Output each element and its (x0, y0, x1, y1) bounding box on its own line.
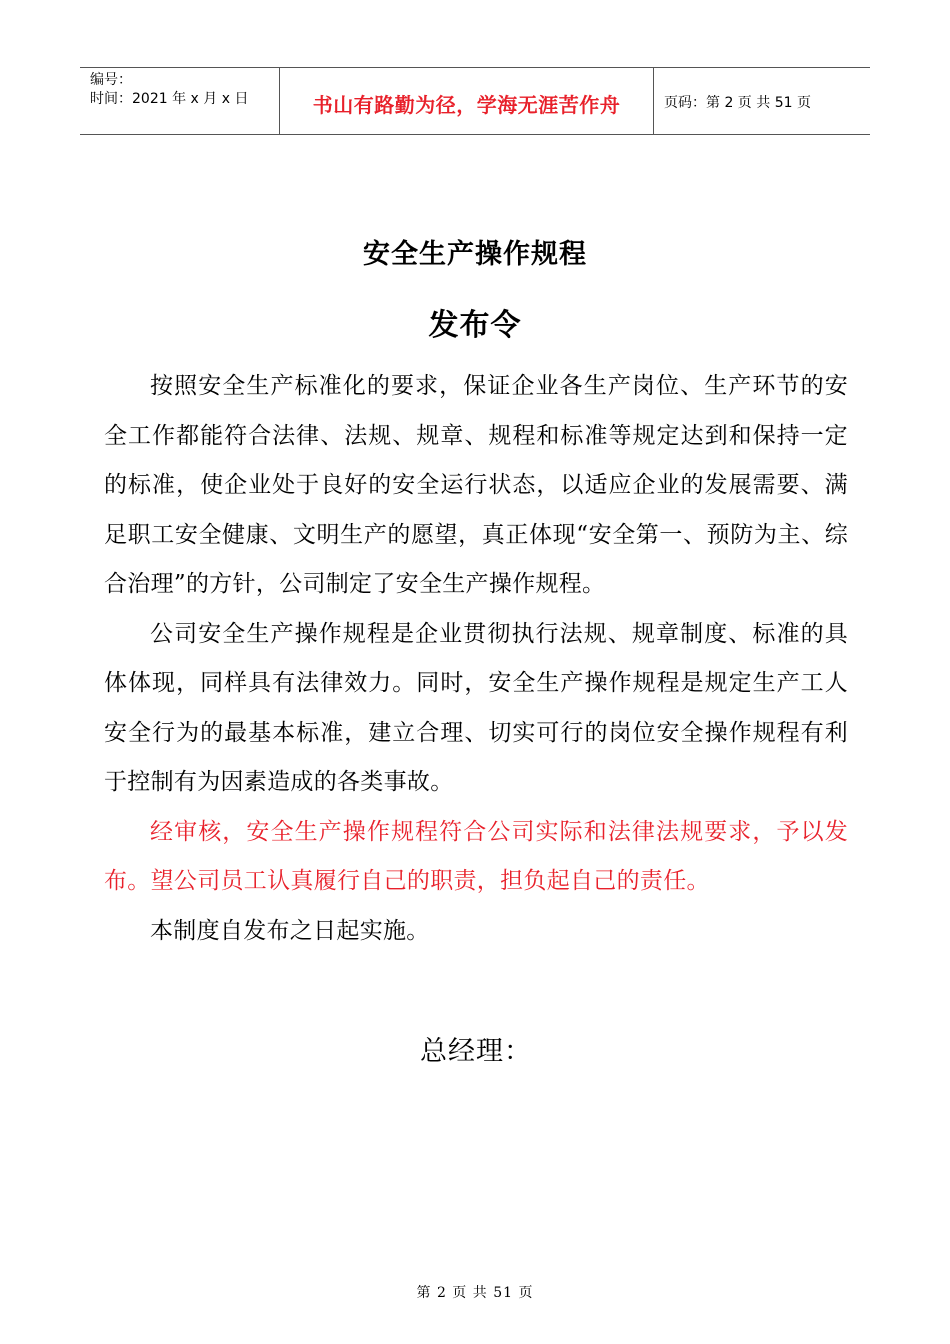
page-footer: 第 2 页 共 51 页 (416, 1285, 534, 1301)
document-title: 安全生产操作规程 (363, 239, 587, 270)
header-number: 编号： (90, 72, 132, 88)
header-meta (80, 68, 280, 134)
paragraph-1: 按照安全生产标准化的要求，保证企业各生产岗位、生产环节的安全工作都能符合法律、法规、规章、规程和标准等规定达到和保持一定的标准，使企业处于良好的安全运行状态，以适应企业的发展需要、满足职工安全健康、文明生产的愿望，真正体现“安全第一、预防为主、综合治理”的方针，公司制定了安全生产操作规程。 (104, 373, 848, 597)
document-body (104, 362, 848, 956)
header-motto: 书山有路勤为径，学海无涯苦作舟 (280, 68, 654, 134)
paragraph-2: 公司安全生产操作规程是企业贯彻执行法规、规章制度、标准的具体体现，同样具有法律效力。同时，安全生产操作规程是规定生产工人安全行为的最基本标准，建立合理、切实可行的岗位安全操作规程有利于控制有为因素造成的各类事故。 (104, 620, 848, 795)
signature-label: 总经理： (420, 1036, 532, 1067)
page-header (80, 67, 870, 135)
paragraph-4: 本制度自发布之日起实施。 (150, 917, 430, 944)
header-page-info: 页码：第 2 页 共 51 页 (664, 95, 811, 111)
header-time: 时间：2021 年 x 月 x 日 (90, 91, 249, 107)
document-subtitle: 发布令 (428, 308, 522, 343)
paragraph-3-highlight: 经审核，安全生产操作规程符合公司实际和法律法规要求，予以发布。望公司员工认真履行自己的职责，担负起自己的责任。 (104, 818, 848, 894)
